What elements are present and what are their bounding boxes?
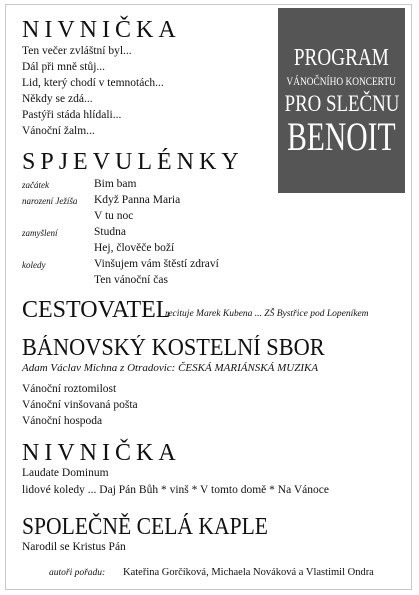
program-title-line1: PROGRAM [294, 44, 389, 71]
nivnicka1-item: Lid, který chodí v temnotách... [22, 77, 164, 89]
song-title: Ten vánoční čas [94, 274, 168, 286]
section-heading-cestovatel: CESTOVATEL [22, 297, 171, 323]
banovsky-item: Vánoční vinšovaná pošta [22, 399, 138, 411]
song-label: koledy [22, 260, 46, 270]
banovsky-item: Vánoční roztomilost [22, 383, 117, 395]
nivnicka1-item: Někdy se zdá... [22, 93, 93, 105]
song-title: Studna [94, 226, 126, 238]
song-label: narození Ježíša [22, 196, 78, 206]
song-label: začátek [22, 180, 49, 190]
kaple-item: Narodil se Kristus Pán [22, 541, 126, 553]
cestovatel-note: recituje Marek Kubena ... ZŠ Bystřice pod Lopeníkem [165, 309, 369, 319]
song-title: Hej, člověče boží [94, 242, 175, 254]
section-heading-nivnicka-2: NIVNIČKA [22, 440, 181, 466]
song-title: Vinšujem vám štěstí zdraví [94, 258, 219, 270]
song-title: V tu noc [94, 210, 134, 222]
nivnicka2-item: lidové koledy ... Daj Pán Bůh * vinš * V tomto domě * Na Vánoce [22, 484, 329, 496]
section-heading-nivnicka-1: NIVNIČKA [22, 17, 181, 43]
program-title-line2: VÁNOČNÍHO KONCERTU [286, 73, 397, 88]
song-label: zamyšlení [22, 228, 58, 238]
banovsky-subtitle: Adam Václav Michna z Otradovic: ČESKÁ MARIÁNSKÁ MUZIKA [22, 362, 319, 374]
nivnicka2-item: Laudate Dominum [22, 467, 109, 479]
nivnicka1-item: Dál při mně stůj... [22, 61, 106, 73]
nivnicka1-item: Vánoční žalm... [22, 125, 95, 137]
footer-authors-label: autoři pořadu: [49, 568, 106, 578]
program-title-line4: BENOIT [287, 113, 396, 159]
section-heading-spjevulenky: SPJEVULÉNKY [22, 149, 244, 175]
song-title: Když Panna Maria [94, 194, 181, 206]
song-title: Bim bam [94, 178, 137, 190]
program-title-box [278, 8, 405, 193]
program-title-line3: PRO SLEČNU [284, 90, 399, 116]
banovsky-item: Vánoční hospoda [22, 415, 103, 427]
section-heading-banovsky-sbor: BÁNOVSKÝ KOSTELNÍ SBOR [22, 335, 325, 361]
section-heading-cela-kaple: SPOLEČNĚ CELÁ KAPLE [22, 514, 269, 540]
nivnicka1-item: Ten večer zvláštní byl... [22, 45, 132, 57]
footer-authors-names: Kateřina Gorčíková, Michaela Nováková a Vlastimil Ondra [123, 567, 374, 578]
nivnicka1-item: Pastýři stáda hlídali... [22, 109, 122, 121]
